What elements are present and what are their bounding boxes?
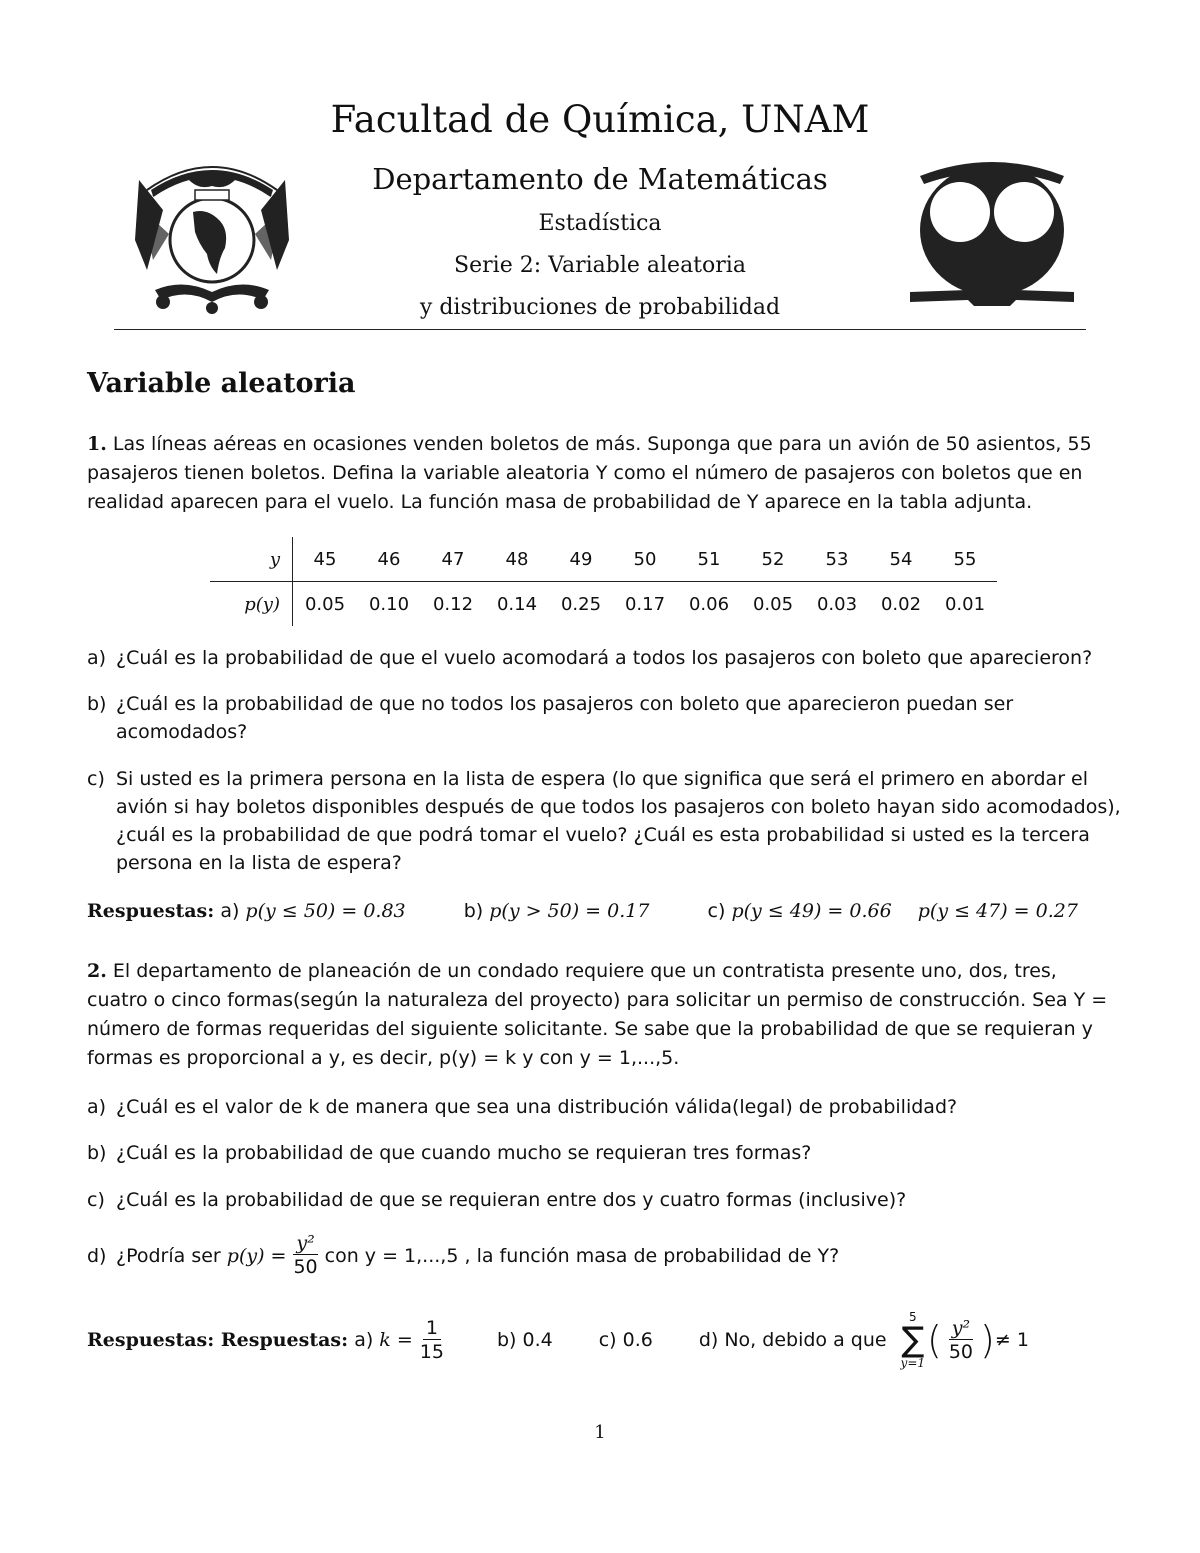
answer-b-label: b): [463, 900, 484, 922]
fraction-numerator: y²: [293, 1232, 317, 1255]
answer-a-label: a): [220, 900, 240, 922]
fraction-denominator: 50: [948, 1340, 974, 1363]
question-text: ¿Cuál es la probabilidad de que se requieran entre dos y cuatro formas (inclusive)?: [116, 1189, 907, 1211]
question-text: ¿Cuál es la probabilidad de que el vuelo acomodará a todos los pasajeros con boleto que aparecieron?: [116, 647, 1093, 669]
question-1c: [87, 765, 1122, 877]
answer-b: p(y > 50) = 0.17: [489, 900, 650, 922]
table-cell: 0.12: [432, 593, 474, 615]
question-d-mid: con y = 1,...,5: [324, 1244, 459, 1267]
question-2a: [87, 1093, 1122, 1121]
question-label: a): [87, 1096, 107, 1118]
table-cell: 52: [741, 537, 805, 582]
page-number: 1: [594, 1422, 606, 1443]
answers-1: [87, 900, 1078, 922]
table-header-p: p(y): [210, 582, 293, 627]
question-d-pre: ¿Podría ser: [116, 1244, 221, 1267]
sum-lower: y=1: [900, 1356, 926, 1370]
question-text: ¿Cuál es la probabilidad de que no todos los pasajeros con boleto que aparecieron puedan ser acomodados?: [116, 693, 1014, 743]
fraction: [290, 1232, 320, 1279]
question-label: b): [87, 1142, 107, 1164]
question-label: a): [87, 647, 107, 669]
summation: [901, 1310, 925, 1370]
table-cell: 48: [485, 537, 549, 582]
answers-2: [87, 1310, 1029, 1370]
probability-table: [210, 537, 997, 626]
answers-label: Respuestas:: [87, 900, 215, 922]
sigma-icon: ∑: [901, 1320, 925, 1360]
series-title: Serie 2: Variable aleatoria: [454, 253, 746, 278]
table-header-y: y: [210, 537, 293, 582]
answer-b: b) 0.4: [496, 1329, 553, 1351]
answer-a: p(y ≤ 50) = 0.83: [245, 900, 406, 922]
question-d-post: , la función masa de probabilidad de Y?: [464, 1244, 840, 1267]
department-name: Departamento de Matemáticas: [372, 162, 828, 196]
table-cell: 0.03: [816, 593, 858, 615]
question-label: c): [87, 1189, 105, 1211]
answer-d-post: ≠ 1: [994, 1329, 1029, 1351]
table-cell: 49: [549, 537, 613, 582]
fraction-numerator: y²: [949, 1317, 973, 1340]
question-label: d): [87, 1244, 107, 1267]
table-cell: 0.02: [880, 593, 922, 615]
question-text: Si usted es la primera persona en la lista de espera (lo que significa que será el primero en abordar el avión si hay boletos disponibles después de que todos los pasajeros con boleto hayan sido acomodados), ¿cuál es la probabilidad de que podrá tomar el vuelo? ¿Cuál es esta probabilidad si usted es la tercera persona en la lista de espera?: [116, 768, 1121, 874]
table-cell: 0.01: [944, 593, 986, 615]
answer-a-label: a): [354, 1329, 374, 1351]
answers-label: Respuestas: Respuestas:: [87, 1329, 349, 1351]
problem-1-statement: [87, 430, 1117, 517]
fraction-numerator: 1: [423, 1317, 441, 1340]
fraction: [946, 1317, 976, 1364]
page-title: Facultad de Química, UNAM: [330, 98, 870, 141]
table-cell: 0.05: [752, 593, 794, 615]
course-name: Estadística: [538, 211, 662, 236]
table-row-y: [210, 537, 997, 582]
table-cell: 45: [293, 537, 358, 582]
header-divider: [114, 329, 1086, 330]
table-cell: 0.14: [496, 593, 538, 615]
section-title: Variable aleatoria: [87, 368, 356, 399]
problem-text: Las líneas aéreas en ocasiones venden boletos de más. Suponga que para un avión de 50 asientos, 55 pasajeros tienen boletos. Defina la variable aleatoria Y como el número de pasajeros con boletos que en realidad aparecen para el vuelo. La función masa de probabilidad de Y aparece en la tabla adjunta.: [87, 433, 1092, 513]
question-2b: [87, 1139, 1122, 1167]
table-cell: 53: [805, 537, 869, 582]
fraction: [417, 1317, 447, 1364]
question-1a: [87, 644, 1122, 672]
table-cell: 0.25: [560, 593, 602, 615]
answer-a-lhs: k =: [379, 1329, 413, 1351]
answer-d-pre: d) No, debido a que: [698, 1329, 887, 1351]
problem-number: 2.: [87, 960, 107, 982]
question-text: ¿Cuál es la probabilidad de que cuando mucho se requieran tres formas?: [116, 1142, 812, 1164]
table-cell: 50: [613, 537, 677, 582]
table-row-p: [210, 582, 997, 627]
answer-c: c) 0.6: [598, 1329, 653, 1351]
table-cell: 0.17: [624, 593, 666, 615]
fraction-denominator: 15: [419, 1340, 444, 1363]
table-cell: 0.06: [688, 593, 730, 615]
table-cell: 0.05: [304, 593, 346, 615]
question-2c: [87, 1186, 1122, 1214]
problem-number: 1.: [87, 433, 107, 455]
paren-right-icon: ): [980, 1318, 995, 1362]
question-2d: [87, 1232, 839, 1279]
problem-text: El departamento de planeación de un condado requiere que un contratista presente uno, dos, tres, cuatro o cinco formas(según la naturaleza del proyecto) para solicitar un permiso de construcción. Sea Y = número de formas requeridas del siguiente solicitante. Se sabe que la probabilidad de que se requieran y formas es proporcional a y, es decir, p(y) = k y con y = 1,...,5.: [87, 960, 1108, 1069]
answer-c-label: c): [707, 900, 726, 922]
table-cell: 46: [357, 537, 421, 582]
table-cell: 51: [677, 537, 741, 582]
paren-left-icon: (: [927, 1318, 942, 1362]
answer-c2: p(y ≤ 47) = 0.27: [917, 900, 1078, 922]
question-label: b): [87, 693, 107, 715]
question-text: ¿Cuál es el valor de k de manera que sea una distribución válida(legal) de probabilidad?: [116, 1096, 958, 1118]
table-cell: 54: [869, 537, 933, 582]
table-cell: 55: [933, 537, 997, 582]
question-d-lhs: p(y) =: [226, 1244, 287, 1267]
owl-logo: [910, 152, 1074, 308]
question-label: c): [87, 768, 105, 790]
series-subtitle: y distribuciones de probabilidad: [419, 295, 781, 320]
question-1b: [87, 690, 1122, 746]
sum-upper: 5: [908, 1310, 917, 1324]
table-cell: 47: [421, 537, 485, 582]
fraction-denominator: 50: [293, 1256, 318, 1278]
problem-2-statement: [87, 957, 1117, 1073]
table-cell: 0.10: [368, 593, 410, 615]
answer-c1: p(y ≤ 49) = 0.66: [731, 900, 892, 922]
unam-seal-logo: [133, 150, 291, 316]
